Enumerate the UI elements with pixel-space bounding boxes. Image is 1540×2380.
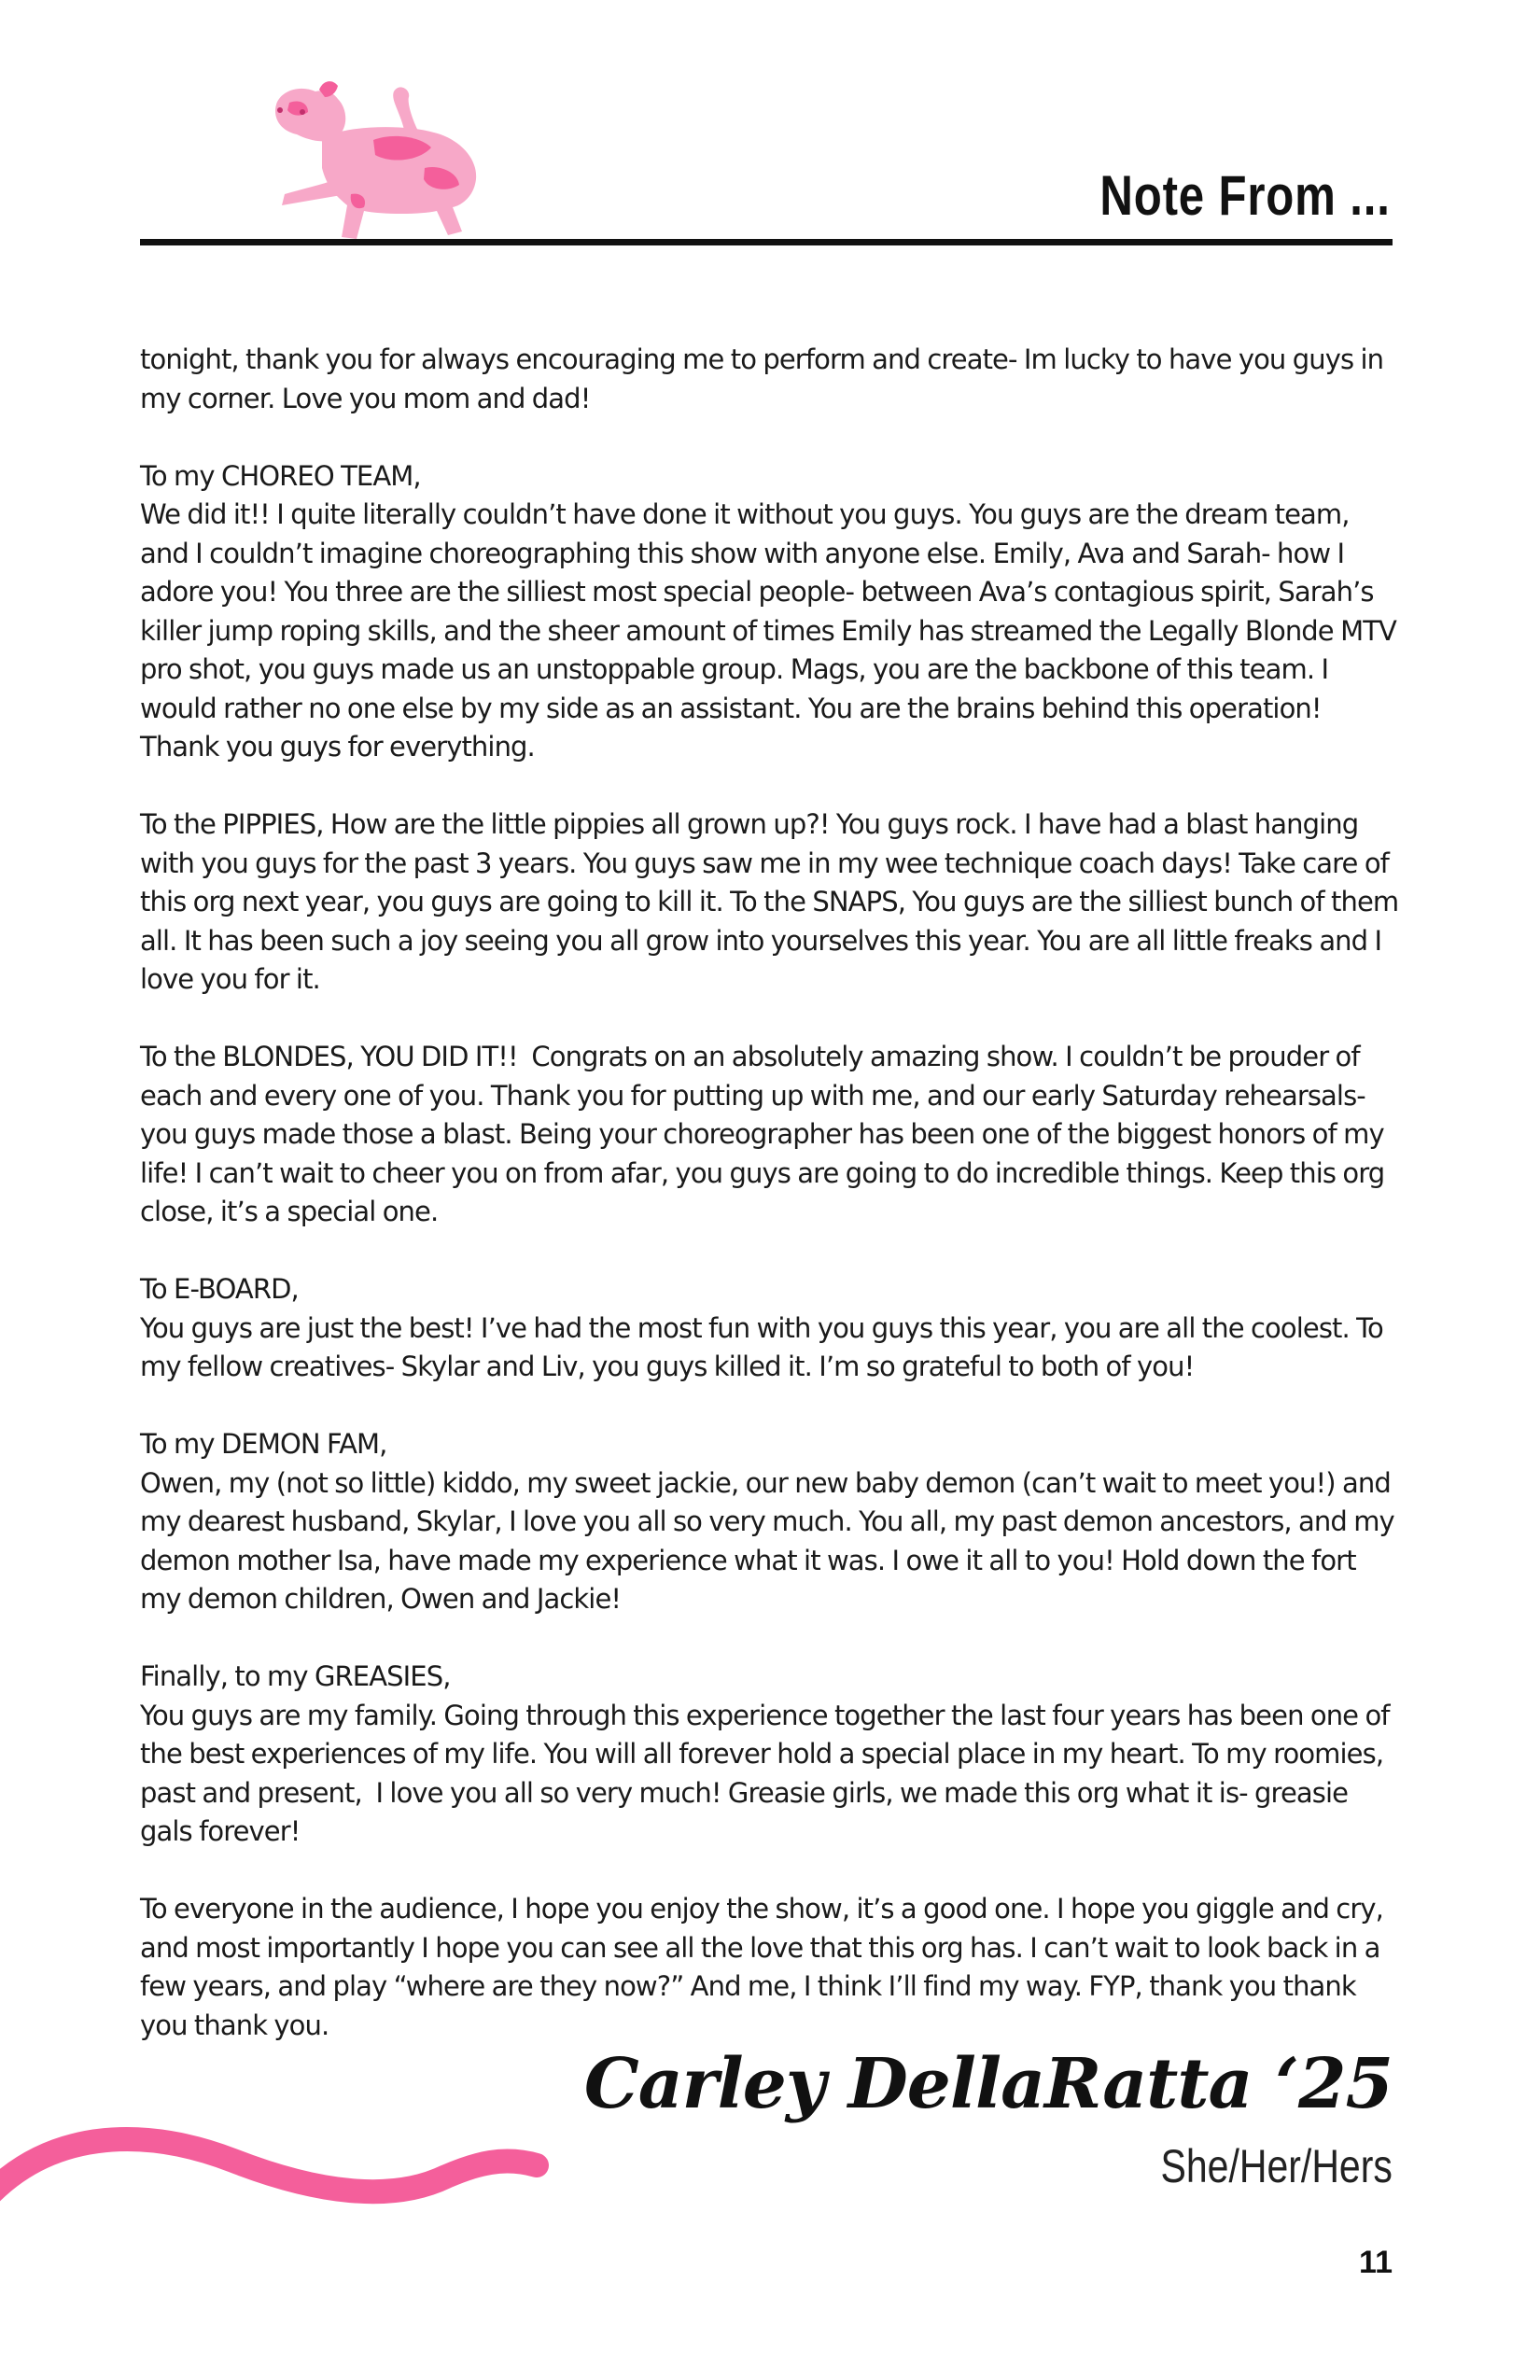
dog-mascot-icon [271, 75, 504, 243]
header-divider [140, 239, 1393, 245]
paragraph: To my CHOREO TEAM, We did it!! I quite literally couldn’t have done it without you guys. You guys are the dream team, and I couldn’t imagine choreographing this show with anyone else. Emily, Ava and Sarah- how I adore you! You three are the silliest most special people- between Ava’s contagious spirit, Sarah’s killer jump roping skills, and the sheer amount of times Emily has streamed the Legally Blonde MTV pro shot, you guys made us an unstoppable group. Mags, you are the backbone of this team. I would rather no one else by my side as an assistant. You are the brains behind this operation! Thank you guys for everything. [140, 459, 1396, 763]
author-pronouns: She/Her/Hers [1160, 2140, 1393, 2192]
paragraph: Finally, to my GREASIES, You guys are my family. Going through this experience together the last four years has been one of the best experiences of my life. You will all forever hold a special place in my heart. To my roomies, past and present, I love you all so very much! Greasie girls, we made this org what it is- greasie gals forever! [140, 1660, 1390, 1847]
paragraph: tonight, thank you for always encouraging me to perform and create- Im lucky to have you guys in my corner. Love you mom and dad! [140, 343, 1391, 414]
author-signature: Carley DellaRatta ‘25 [583, 2044, 1393, 2124]
page-title: Note From ... [1099, 164, 1391, 227]
paragraph: To my DEMON FAM, Owen, my (not so little) kiddo, my sweet jackie, our new baby demon (can’t wait to meet you!) and my dearest husband, Skylar, I love you all so very much. You all, my past demon ancestors, and my demon mother Isa, have made my experience what it was. I owe it all to you! Hold down the fort my demon children, Owen and Jackie! [140, 1428, 1394, 1615]
note-body [140, 341, 1406, 2045]
pink-squiggle-decoration [0, 2091, 579, 2240]
page-number: 11 [1359, 2245, 1393, 2280]
paragraph: To E-BOARD, You guys are just the best! I’ve had the most fun with you guys this year, you are all the coolest. To my fellow creatives- Skylar and Liv, you guys killed it. I’m so grateful to both of you! [140, 1273, 1383, 1382]
paragraph: To everyone in the audience, I hope you enjoy the show, it’s a good one. I hope you giggle and cry, and most importantly I hope you can see all the love that this org has. I can’t wait to look back in a few years, and play “where are they now?” And me, I think I’ll find my way. FYP, thank you thank you thank you. [140, 1893, 1391, 2041]
paragraph: To the BLONDES, YOU DID IT!! Congrats on an absolutely amazing show. I couldn’t be prouder of each and every one of you. Thank you for putting up with me, and our early Saturday rehearsals- you guys made those a blast. Being your choreographer has been one of the biggest honors of my life! I can’t wait to cheer you on from afar, you guys are going to do incredible things. Keep this org close, it’s a special one. [140, 1041, 1392, 1227]
paragraph: To the PIPPIES, How are the little pippies all grown up?! You guys rock. I have had a blast hanging with you guys for the past 3 years. You guys saw me in my wee technique coach days! Take care of this org next year, you guys are going to kill it. To the SNAPS, You guys are the silliest bunch of them all. It has been such a joy seeing you all grow into yourselves this year. You are all little freaks and I love you for it. [140, 808, 1406, 995]
